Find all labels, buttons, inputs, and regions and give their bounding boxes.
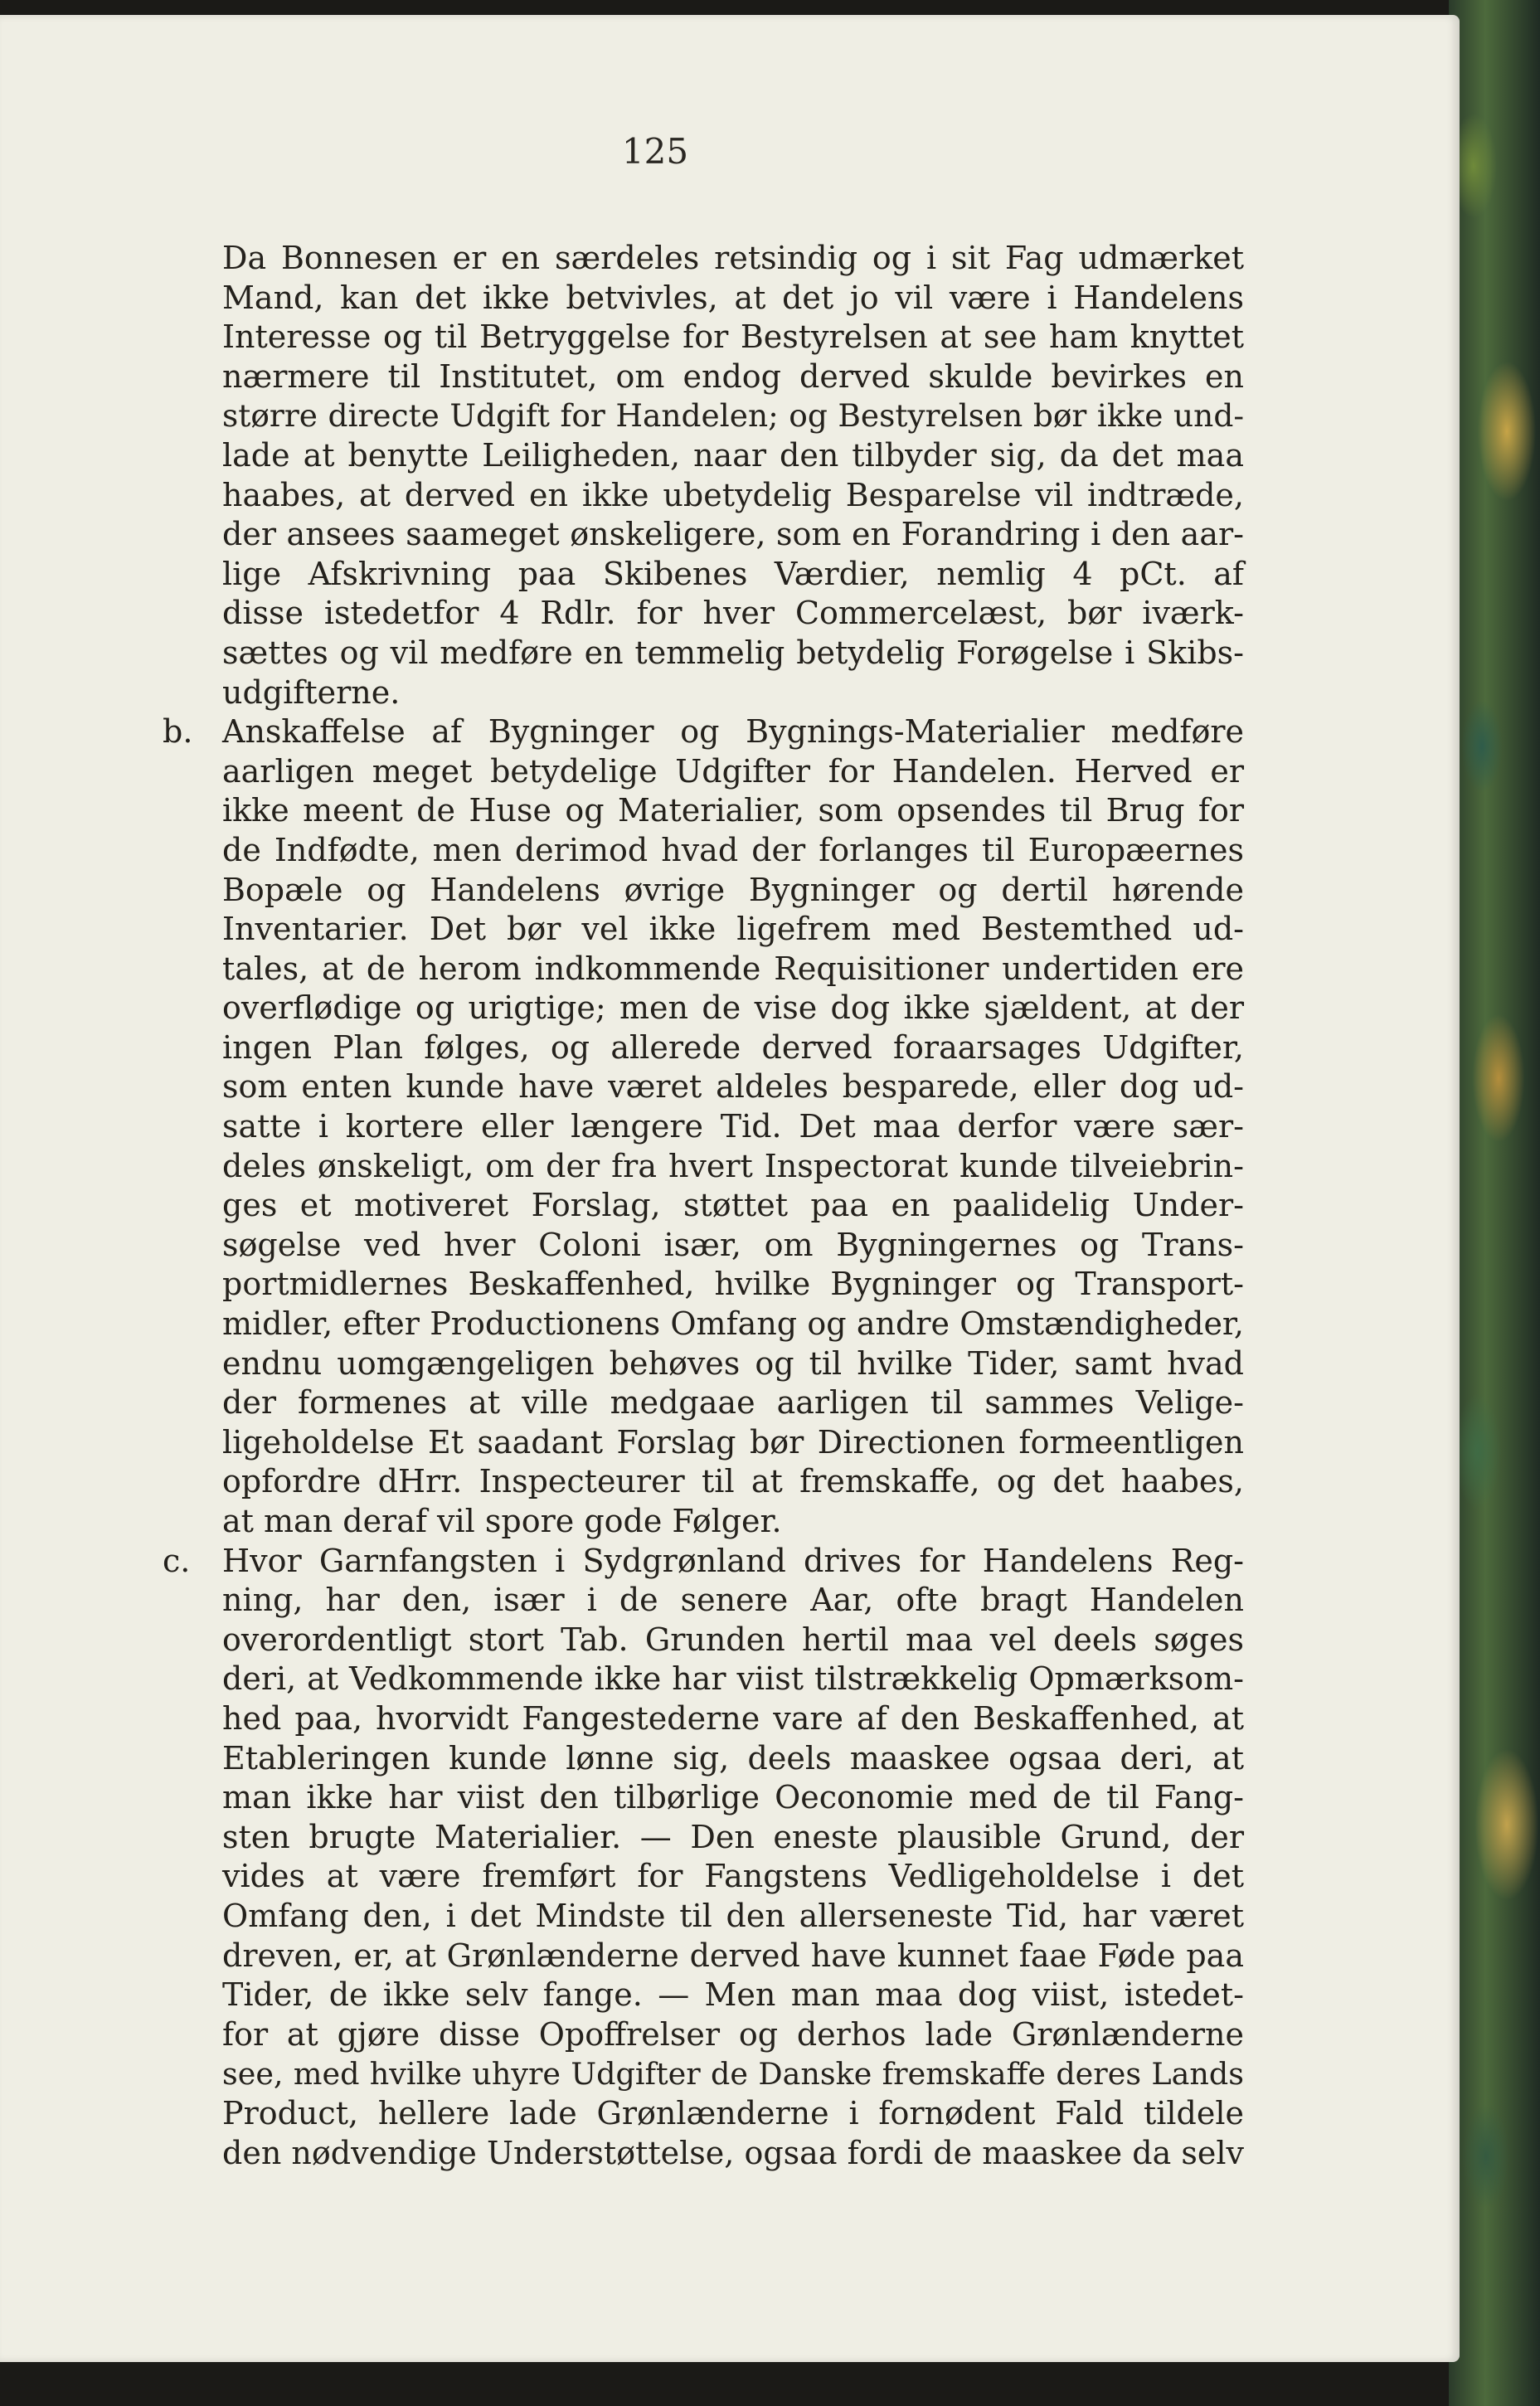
body-text bbox=[163, 239, 1244, 2173]
page-number: 125 bbox=[621, 131, 689, 172]
text-line: ligeholdelse Et saadant Forslag bør Directionen formeentligen bbox=[222, 1423, 1244, 1461]
paragraph-a bbox=[222, 239, 1244, 712]
text-line: portmidlernes Beskaffenhed, hvilke Bygninger og Transport- bbox=[222, 1266, 1244, 1303]
text-line: satte i kortere eller længere Tid. Det maa derfor være sær- bbox=[222, 1108, 1244, 1145]
text-line: aarligen meget betydelige Udgifter for Handelen. Herved er bbox=[222, 752, 1244, 790]
text-line: deri, at Vedkommende ikke har viist tilstrækkelig Opmærksom- bbox=[222, 1660, 1244, 1698]
text-line: tales, at de herom indkommende Requisitioner undertiden ere bbox=[222, 950, 1244, 987]
text-line: Interesse og til Betryggelse for Bestyrelsen at see ham knyttet bbox=[222, 318, 1244, 356]
text-line: Anskaffelse af Bygninger og Bygnings-Materialier medføre bbox=[222, 713, 1244, 751]
text-line: overordentligt stort Tab. Grunden hertil maa vel deels søges bbox=[222, 1621, 1244, 1658]
text-line: midler, efter Productionens Omfang og andre Omstændigheder, bbox=[222, 1305, 1244, 1343]
text-line: større directe Udgift for Handelen; og Bestyrelsen bør ikke und- bbox=[222, 397, 1244, 435]
text-line: sættes og vil medføre en temmelig betydelig Forøgelse i Skibs- bbox=[222, 634, 1244, 671]
text-line: vides at være fremført for Fangstens Vedligeholdelse i det bbox=[222, 1858, 1244, 1895]
text-line: Hvor Garnfangsten i Sydgrønland drives for Handelens Reg- bbox=[222, 1542, 1244, 1579]
text-line: haabes, at derved en ikke ubetydelig Besparelse vil indtræde, bbox=[222, 476, 1244, 513]
text-line: Product, hellere lade Grønlænderne i fornødent Fald tildele bbox=[222, 2094, 1244, 2131]
text-line: see, med hvilke uhyre Udgifter de Danske fremskaffe deres Lands bbox=[222, 2056, 1244, 2092]
text-line: at man deraf vil spore gode Følger. bbox=[222, 1503, 782, 1539]
paragraph-marker: c. bbox=[163, 1542, 191, 1579]
text-line: ges et motiveret Forslag, støttet paa en paalidelig Under- bbox=[222, 1187, 1244, 1224]
text-line: der formenes at ville medgaae aarligen til sammes Velige- bbox=[222, 1384, 1244, 1422]
paragraph-b bbox=[163, 712, 1244, 1541]
text-line: Mand, kan det ikke betvivles, at det jo vil være i Handelens bbox=[222, 279, 1244, 316]
text-line: som enten kunde have været aldeles besparede, eller dog ud- bbox=[222, 1068, 1244, 1106]
text-line: udgifterne. bbox=[222, 673, 401, 711]
text-line: Etableringen kunde lønne sig, deels maaskee ogsaa deri, at bbox=[222, 1739, 1244, 1777]
text-line: man ikke har viist den tilbørlige Oeconomie med de til Fang- bbox=[222, 1779, 1244, 1816]
text-line: Bopæle og Handelens øvrige Bygninger og dertil hørende bbox=[222, 871, 1244, 908]
text-line: den nødvendige Understøttelse, ogsaa fordi de maaskee da selv bbox=[222, 2134, 1244, 2171]
text-line: ikke meent de Huse og Materialier, som opsendes til Brug for bbox=[222, 792, 1244, 829]
text-line: ingen Plan følges, og allerede derved foraarsages Udgifter, bbox=[222, 1028, 1244, 1066]
paragraph-c bbox=[163, 1542, 1244, 2174]
text-line: for at gjøre disse Opoffrelser og derhos lade Grønlænderne bbox=[222, 2015, 1244, 2053]
text-line: nærmere til Institutet, om endog derved skulde bevirkes en bbox=[222, 357, 1244, 395]
text-line: Da Bonnesen er en særdeles retsindig og i sit Fag udmærket bbox=[222, 240, 1244, 276]
text-line: Omfang den, i det Mindste til den allerseneste Tid, har været bbox=[222, 1897, 1244, 1934]
text-line: de Indfødte, men derimod hvad der forlanges til Europæernes bbox=[222, 831, 1244, 868]
book-page bbox=[0, 15, 1460, 2362]
text-line: hed paa, hvorvidt Fangestederne vare af den Beskaffenhed, at bbox=[222, 1699, 1244, 1737]
text-line: der ansees saameget ønskeligere, som en Forandring i den aar- bbox=[222, 516, 1244, 553]
text-line: dreven, er, at Grønlænderne derved have kunnet faae Føde paa bbox=[222, 1937, 1244, 1974]
paragraph-marker: b. bbox=[163, 713, 193, 751]
text-line: lige Afskrivning paa Skibenes Værdier, nemlig 4 pCt. af bbox=[222, 555, 1244, 592]
text-line: endnu uomgængeligen behøves og til hvilke Tider, samt hvad bbox=[222, 1344, 1244, 1382]
text-line: sten brugte Materialier. — Den eneste plausible Grund, der bbox=[222, 1818, 1244, 1855]
text-line: lade at benytte Leiligheden, naar den tilbyder sig, da det maa bbox=[222, 436, 1244, 474]
text-line: ning, har den, især i de senere Aar, ofte bragt Handelen bbox=[222, 1582, 1244, 1619]
text-line: overflødige og urigtige; men de vise dog ikke sjældent, at der bbox=[222, 989, 1244, 1027]
book-edge-marbling bbox=[1449, 0, 1540, 2406]
text-line: søgelse ved hver Coloni især, om Bygningernes og Trans- bbox=[222, 1226, 1244, 1263]
text-line: Inventarier. Det bør vel ikke ligefrem med Bestemthed ud- bbox=[222, 911, 1244, 948]
text-line: Tider, de ikke selv fange. — Men man maa dog viist, istedet- bbox=[222, 1976, 1244, 2014]
text-line: deles ønskeligt, om der fra hvert Inspectorat kunde tilveiebrin- bbox=[222, 1147, 1244, 1184]
text-line: opfordre dHrr. Inspecteurer til at fremskaffe, og det haabes, bbox=[222, 1463, 1244, 1500]
text-line: disse istedetfor 4 Rdlr. for hver Commercelæst, bør iværk- bbox=[222, 595, 1244, 632]
